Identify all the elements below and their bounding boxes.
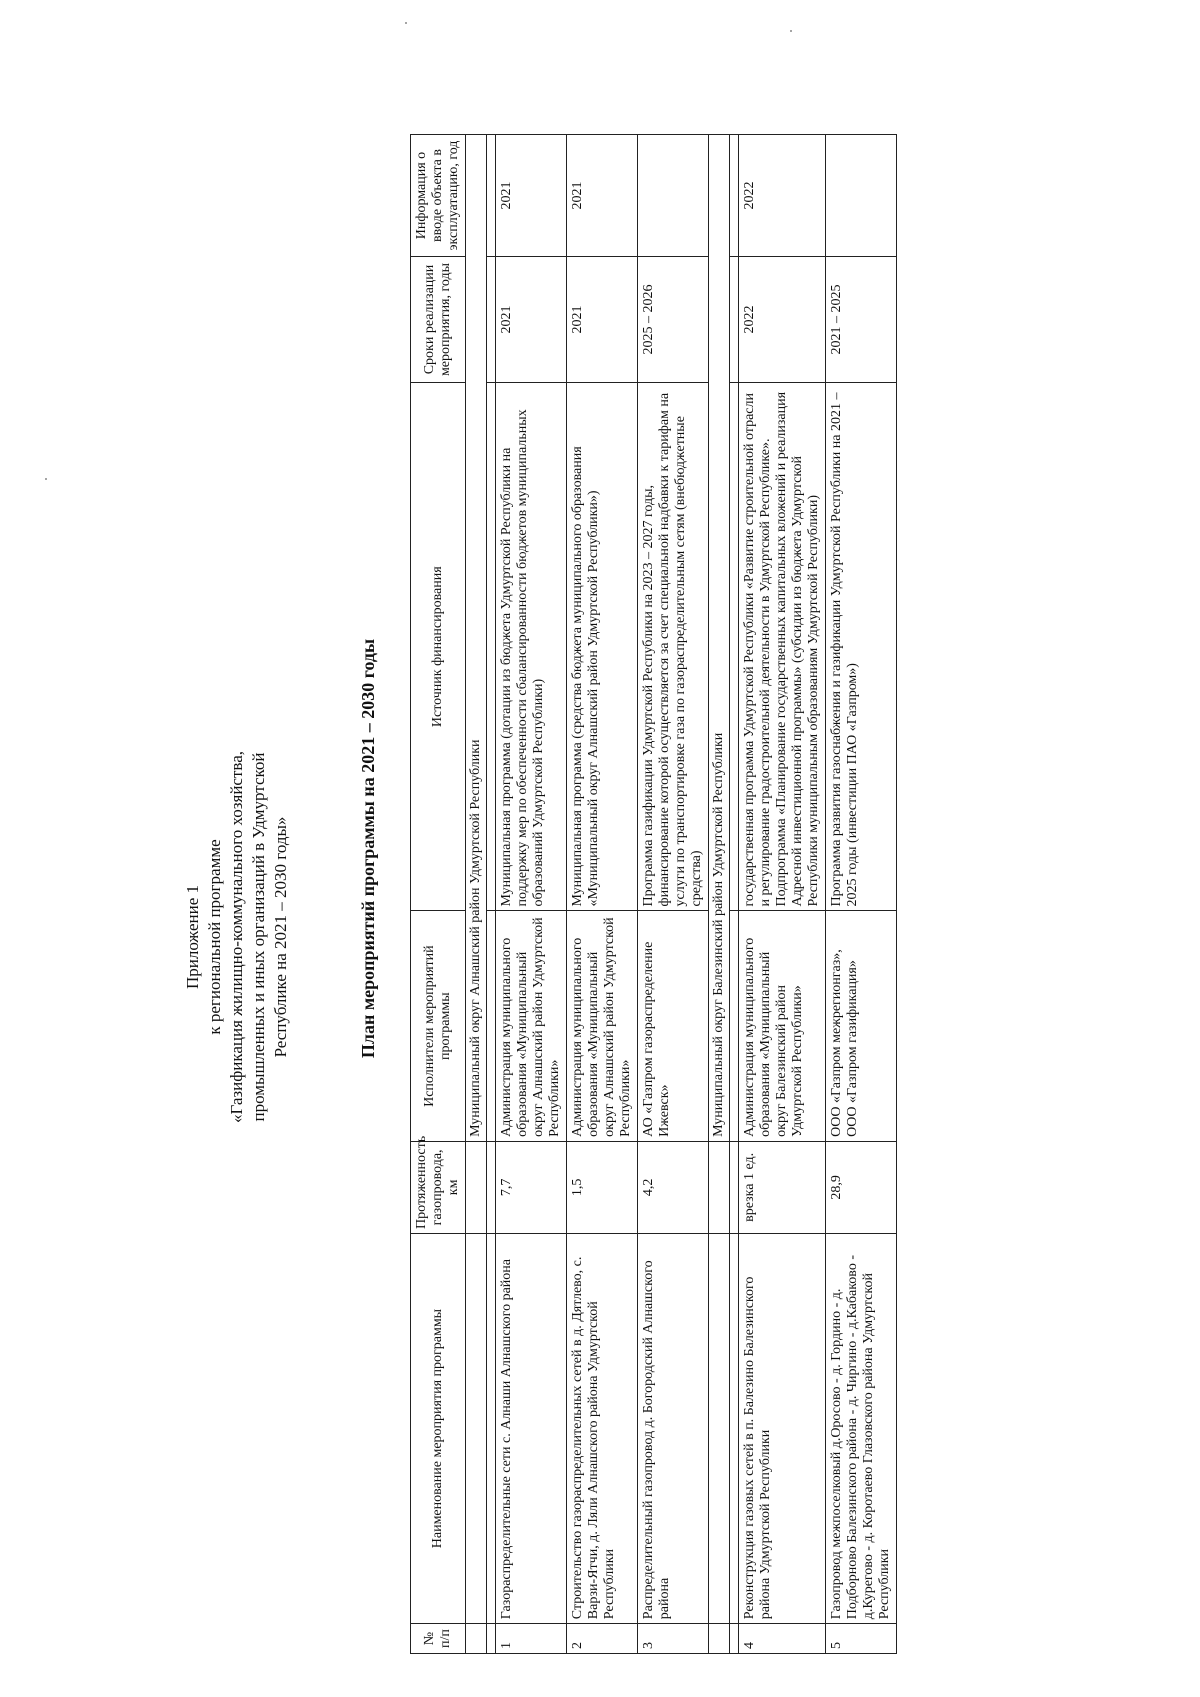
cell-source: государственная программа Удмуртской Республики «Развитие строительной отрасли и регулирование градостроительной деятельности в Удмуртской Республике». Подпрограмма «Планирование государственных капитальных вложений и реализация Адресной инвестиционной программы» (субсидии из бюджета Удмуртской Республики муниципальным образованиям Удмуртской Республики) [739,383,826,911]
cell-no: 3 [638,1624,709,1654]
table-row [567,135,638,1654]
header-info: Информация о вводе объекта в эксплуатацию, год [411,135,466,257]
cell-source: Программа газификации Удмуртской Республики на 2023 – 2027 годы, финансирование которой осуществляется за счет специальной надбавки к тарифам на услуги по транспортировке газа по газораспределительным сетям (внебюджетные средства) [638,383,709,911]
table-row [739,135,826,1654]
table-row [638,135,709,1654]
cell-length: 4,2 [638,1141,709,1233]
header-no: № п/п [411,1624,466,1654]
header-name: Наименование мероприятия программы [411,1233,466,1623]
cell-no: 1 [496,1624,567,1654]
section-row [709,135,730,1654]
cell-terms: 2021 [567,257,638,383]
cell-length: 1,5 [567,1141,638,1233]
cell-length: 28,9 [826,1141,897,1233]
cell-executors: Администрация муниципального образования «Муниципальный округ Балезинский район Удмуртской Республики» [739,911,826,1141]
header-terms: Сроки реализации мероприятия, годы [411,257,466,383]
appendix-line-2: к региональной программе [205,839,224,1035]
cell-terms: 2022 [739,257,826,383]
table-header-row [411,135,466,1654]
section-cell-blank [466,1141,487,1233]
scan-speck [405,22,407,24]
cell-name: Строительство газораспределительных сетей в д. Дятлево, с. Варзи-Ятчи, д. Ляли Алнашского района Удмуртской Республики [567,1233,638,1623]
section-title: Муниципальный округ Балезинский район Удмуртской Республики [709,135,730,1142]
cell-length: 7,7 [496,1141,567,1233]
scan-speck [45,478,47,480]
cell-name: Газопровод межпоселковый д.Оросово - д. Гордино - д. Подборново Балезинского района - д. Чиргино - д.Кабаково - д.Курегово - д. Коротаево Глазовского района Удмуртской Республики [826,1233,897,1623]
cell-source: Муниципальная программа (средства бюджета муниципального образования «Муниципальный округ Алнашский район Удмуртской Республики») [567,383,638,911]
appendix-line-3: «Газификация жилищно-коммунального хозяйства, [227,750,246,1124]
section-title: Муниципальный округ Алнашский район Удмуртской Республики [466,135,487,1142]
header-source: Источник финансирования [411,383,466,911]
plan-title: План мероприятий программы на 2021 – 2030 годы [358,638,378,1059]
section-cell-blank [709,1233,730,1623]
cell-info [638,135,709,257]
cell-name: Реконструкция газовых сетей в п. Балезино Балезинского района Удмуртской Республики [739,1233,826,1623]
section-cell-blank [709,1624,730,1654]
appendix-line-5: Республике на 2021 – 2030 годы» [271,816,290,1058]
cell-no: 4 [739,1624,826,1654]
cell-executors: Администрация муниципального образования «Муниципальный округ Алнашский район Удмуртской Республики» [496,911,567,1141]
cell-info [826,135,897,257]
table-row [496,135,567,1654]
section-cell-blank [466,1233,487,1623]
header-length: Протяженность газопровода, км [411,1141,466,1233]
appendix-line-4: промышленных и иных организаций в Удмуртской [249,752,268,1122]
plan-table [410,134,897,1654]
spacer-row [487,135,496,1654]
table-row [826,135,897,1654]
cell-executors: АО «Газпром газораспределение Ижевск» [638,911,709,1141]
cell-info: 2022 [739,135,826,257]
cell-name: Распределительный газопровод д. Богородский Алнашского района [638,1233,709,1623]
cell-terms: 2021 – 2025 [826,257,897,383]
section-row [466,135,487,1654]
section-cell-blank [466,1624,487,1654]
cell-source: Программа развития газоснабжения и газификации Удмуртской Республики на 2021 – 2025 годы (инвестиции ПАО «Газпром») [826,383,897,911]
cell-terms: 2021 [496,257,567,383]
cell-source: Муниципальная программа (дотации из бюджета Удмуртской Республики на поддержку мер по обеспеченности сбалансированности бюджетов муниципальных образований Удмуртской Республики) [496,383,567,911]
appendix-line-1: Приложение 1 [183,885,202,989]
cell-length: врезка 1 ед. [739,1141,826,1233]
appendix-heading [182,577,292,1297]
cell-no: 5 [826,1624,897,1654]
spacer-row [730,135,739,1654]
cell-name: Газораспределительные сети с. Алнаши Алнашского района [496,1233,567,1623]
header-executors: Исполнители мероприятий программы [411,911,466,1141]
cell-terms: 2025 – 2026 [638,257,709,383]
cell-info: 2021 [567,135,638,257]
scan-speck [790,30,792,32]
cell-executors: ООО «Газпром межрегионгаз», ООО «Газпром газификация» [826,911,897,1141]
cell-info: 2021 [496,135,567,257]
section-cell-blank [709,1141,730,1233]
cell-executors: Администрация муниципального образования «Муниципальный округ Алнашский район Удмуртской Республики» [567,911,638,1141]
cell-no: 2 [567,1624,638,1654]
